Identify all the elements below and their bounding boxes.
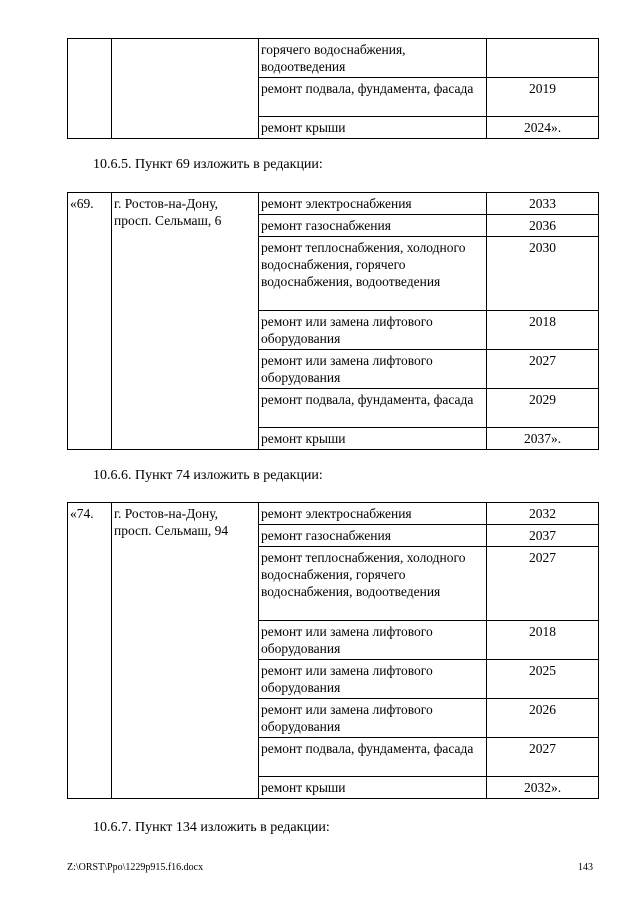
work-cell: ремонт подвала, фундамента, фасада [259, 389, 487, 428]
work-cell: ремонт теплоснабжения, холодного водоснабжения, горячего водоснабжения, водоотведения [259, 547, 487, 621]
work-cell: ремонт крыши [259, 428, 487, 450]
paragraph-item-134: 10.6.7. Пункт 134 изложить в редакции: [93, 820, 330, 835]
num-cell [68, 39, 112, 139]
footer-page-number: 143 [578, 862, 593, 873]
year-cell [487, 39, 599, 78]
year-cell: 2018 [487, 621, 599, 660]
table-row [68, 39, 599, 78]
year-cell: 2029 [487, 389, 599, 428]
table-item-74 [67, 502, 599, 799]
work-cell: ремонт или замена лифтового оборудования [259, 699, 487, 738]
year-cell: 2019 [487, 78, 599, 117]
work-cell: горячего водоснабжения, водоотведения [259, 39, 487, 78]
year-cell: 2027 [487, 738, 599, 777]
work-cell: ремонт или замена лифтового оборудования [259, 350, 487, 389]
year-cell: 2032». [487, 777, 599, 799]
work-cell: ремонт крыши [259, 777, 487, 799]
year-cell: 2037». [487, 428, 599, 450]
work-cell: ремонт или замена лифтового оборудования [259, 621, 487, 660]
year-cell: 2032 [487, 503, 599, 525]
address-cell: г. Ростов-на-Дону, просп. Сельмаш, 6 [112, 193, 259, 450]
year-cell: 2027 [487, 350, 599, 389]
year-cell: 2026 [487, 699, 599, 738]
work-cell: ремонт крыши [259, 117, 487, 139]
year-cell: 2027 [487, 547, 599, 621]
work-cell: ремонт подвала, фундамента, фасада [259, 738, 487, 777]
num-cell: «74. [68, 503, 112, 799]
address-cell: г. Ростов-на-Дону, просп. Сельмаш, 94 [112, 503, 259, 799]
table-row [68, 193, 599, 215]
table-row [68, 503, 599, 525]
work-cell: ремонт электроснабжения [259, 503, 487, 525]
address-cell [112, 39, 259, 139]
work-cell: ремонт или замена лифтового оборудования [259, 311, 487, 350]
footer-file-path: Z:\ORST\Ppo\1229p915.f16.docx [67, 862, 204, 873]
year-cell: 2025 [487, 660, 599, 699]
work-cell: ремонт подвала, фундамента, фасада [259, 78, 487, 117]
work-cell: ремонт теплоснабжения, холодного водоснабжения, горячего водоснабжения, водоотведения [259, 237, 487, 311]
work-cell: ремонт или замена лифтового оборудования [259, 660, 487, 699]
year-cell: 2018 [487, 311, 599, 350]
year-cell: 2030 [487, 237, 599, 311]
table-continuation [67, 38, 599, 139]
year-cell: 2037 [487, 525, 599, 547]
work-cell: ремонт газоснабжения [259, 215, 487, 237]
work-cell: ремонт газоснабжения [259, 525, 487, 547]
num-cell: «69. [68, 193, 112, 450]
paragraph-item-69: 10.6.5. Пункт 69 изложить в редакции: [93, 157, 323, 172]
paragraph-item-74: 10.6.6. Пункт 74 изложить в редакции: [93, 468, 323, 483]
year-cell: 2024». [487, 117, 599, 139]
table-item-69 [67, 192, 599, 450]
year-cell: 2036 [487, 215, 599, 237]
year-cell: 2033 [487, 193, 599, 215]
work-cell: ремонт электроснабжения [259, 193, 487, 215]
